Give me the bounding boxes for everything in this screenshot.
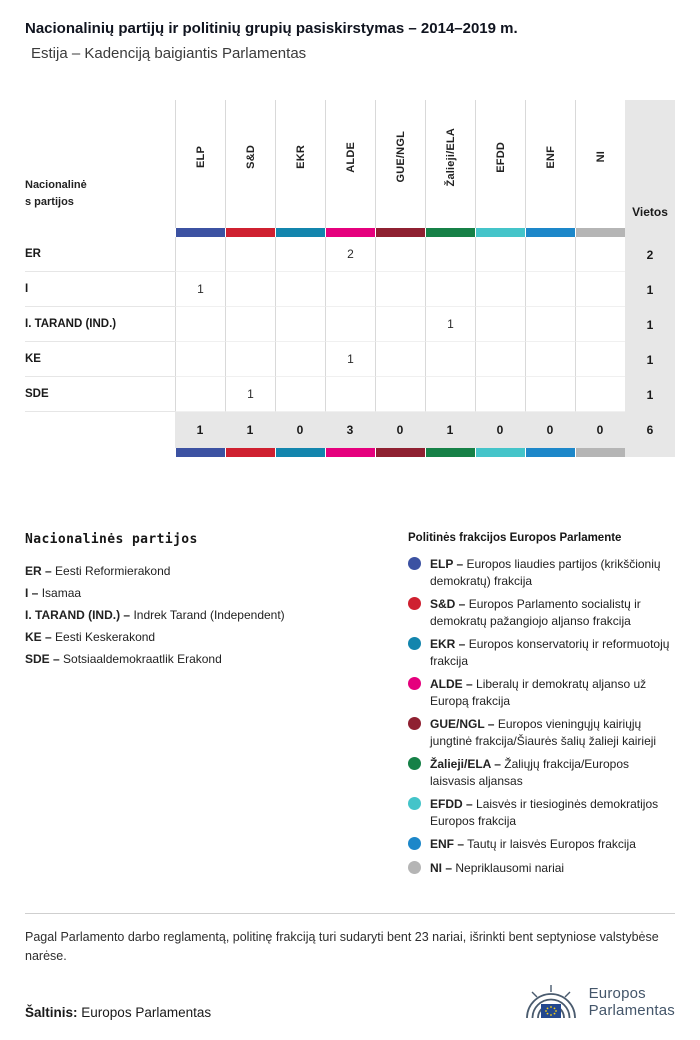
colorbar-spacer-bottom xyxy=(25,448,175,457)
colorbar-bottom-ekr xyxy=(275,448,325,457)
seat-cell-tarand-zalieji: 1 xyxy=(425,307,475,342)
seat-cell-er-zalieji xyxy=(425,237,475,272)
total-alde: 3 xyxy=(325,412,375,448)
group-legend-item-ekr: EKR – Europos konservatorių ir reformuotojų frakcija xyxy=(408,636,675,669)
parties-legend-title: Nacionalinės partijos xyxy=(25,532,198,547)
seats-total-ke: 1 xyxy=(625,342,675,377)
group-legend-item-enf: ENF – Tautų ir laisvės Europos frakcija xyxy=(408,836,675,853)
seat-cell-ke-efdd xyxy=(475,342,525,377)
total-sd: 1 xyxy=(225,412,275,448)
colorbar-bottom-ni xyxy=(575,448,625,457)
colorbar-elp xyxy=(175,228,225,237)
parties-legend xyxy=(25,532,408,883)
colorbar-spacer-top xyxy=(25,228,175,237)
party-legend-item-sde: SDE – Sotsiaaldemokraatlik Erakond xyxy=(25,652,222,666)
ep-hemicycle-icon xyxy=(522,982,580,1022)
seat-cell-sde-guengl xyxy=(375,377,425,412)
party-name-ke: KE xyxy=(25,342,175,377)
seat-cell-ke-elp xyxy=(175,342,225,377)
seat-cell-tarand-guengl xyxy=(375,307,425,342)
column-header-zalieji-ela: Žalieji/ELA xyxy=(425,100,475,228)
vietos-column-fill xyxy=(625,228,675,237)
seat-cell-er-ekr xyxy=(275,237,325,272)
seat-cell-tarand-alde xyxy=(325,307,375,342)
total-ekr: 0 xyxy=(275,412,325,448)
alde-color-dot xyxy=(408,677,421,690)
column-header-efdd: EFDD xyxy=(475,100,525,228)
colorbar-efdd xyxy=(475,228,525,237)
party-legend-item-er: ER – Eesti Reformierakond xyxy=(25,564,171,578)
group-legend-item-alde: ALDE – Liberalų ir demokratų aljanso už Europą frakcija xyxy=(408,676,675,709)
grand-total-seats: 6 xyxy=(625,412,675,448)
total-zalieji: 1 xyxy=(425,412,475,448)
seat-cell-i-sd xyxy=(225,272,275,307)
colorbar-enf xyxy=(525,228,575,237)
colorbar-sd xyxy=(225,228,275,237)
seat-cell-i-enf xyxy=(525,272,575,307)
groups-legend-title: Politinės frakcijos Europos Parlamente xyxy=(408,532,622,544)
colorbar-bottom-zalieji xyxy=(425,448,475,457)
seat-cell-ke-zalieji xyxy=(425,342,475,377)
seats-total-tarand: 1 xyxy=(625,307,675,342)
colorbar-bottom-elp xyxy=(175,448,225,457)
footer-divider xyxy=(25,913,675,914)
source-row xyxy=(25,982,675,1022)
seat-cell-er-guengl xyxy=(375,237,425,272)
seat-cell-er-enf xyxy=(525,237,575,272)
seat-cell-sde-sd: 1 xyxy=(225,377,275,412)
seat-cell-sde-alde xyxy=(325,377,375,412)
party-legend-item-ke: KE – Eesti Keskerakond xyxy=(25,630,156,644)
party-legend-item-tarand: I. TARAND (IND.) – Indrek Tarand (Independent) xyxy=(25,608,285,622)
row-header-label: Nacionalinės partijos xyxy=(25,178,87,209)
source-value: Europos Parlamentas xyxy=(81,1004,212,1020)
sd-color-dot xyxy=(408,597,421,610)
ni-color-dot xyxy=(408,861,421,874)
source-label: Šaltinis: xyxy=(25,1004,78,1020)
seat-cell-sde-zalieji xyxy=(425,377,475,412)
seat-cell-sde-elp xyxy=(175,377,225,412)
total-ni: 0 xyxy=(575,412,625,448)
colorbar-ekr xyxy=(275,228,325,237)
row-header-cell xyxy=(25,100,175,228)
total-guengl: 0 xyxy=(375,412,425,448)
ep-logo-text xyxy=(589,985,675,1019)
seat-cell-ke-ekr xyxy=(275,342,325,377)
group-legend-item-elp: ELP – Europos liaudies partijos (krikščionių demokratų) frakcija xyxy=(408,556,675,589)
total-elp: 1 xyxy=(175,412,225,448)
group-legend-item-ni: NI – Nepriklausomi nariai xyxy=(408,860,675,877)
colorbar-zalieji-ela xyxy=(425,228,475,237)
party-name-tarand: I. TARAND (IND.) xyxy=(25,307,175,342)
party-name-er: ER xyxy=(25,237,175,272)
colorbar-bottom-sd xyxy=(225,448,275,457)
seat-cell-i-ni xyxy=(575,272,625,307)
column-header-ni: NI xyxy=(575,100,625,228)
page-title: Nacionalinių partijų ir politinių grupių pasiskirstymas – 2014–2019 m. xyxy=(25,20,518,37)
efdd-color-dot xyxy=(408,797,421,810)
seat-cell-er-efdd xyxy=(475,237,525,272)
seat-cell-ke-guengl xyxy=(375,342,425,377)
column-header-elp: ELP xyxy=(175,100,225,228)
party-legend-item-i: I – Isamaa xyxy=(25,586,82,600)
footnote: Pagal Parlamento darbo reglamentą, politinę frakciją turi sudaryti bent 23 nariai, išrinkti bent septyniose valstybėse narėse. xyxy=(25,930,659,963)
seat-cell-ke-sd xyxy=(225,342,275,377)
ep-logo xyxy=(522,982,675,1022)
column-header-guengl: GUE/NGL xyxy=(375,100,425,228)
colorbar-bottom-efdd xyxy=(475,448,525,457)
colorbar-alde xyxy=(325,228,375,237)
colorbar-ni xyxy=(575,228,625,237)
zalieji-color-dot xyxy=(408,757,421,770)
column-header-sd: S&D xyxy=(225,100,275,228)
column-header-vietos: Vietos xyxy=(625,100,675,228)
seats-total-er: 2 xyxy=(625,237,675,272)
seat-cell-tarand-enf xyxy=(525,307,575,342)
seats-total-sde: 1 xyxy=(625,377,675,412)
group-legend-item-zalieji: Žalieji/ELA – Žaliųjų frakcija/Europos laisvasis aljansas xyxy=(408,756,675,789)
party-name-sde: SDE xyxy=(25,377,175,412)
seat-cell-tarand-ekr xyxy=(275,307,325,342)
vietos-column-fill-bottom xyxy=(625,448,675,457)
seat-cell-i-efdd xyxy=(475,272,525,307)
colorbar-bottom-guengl xyxy=(375,448,425,457)
legends xyxy=(25,532,675,883)
column-header-enf: ENF xyxy=(525,100,575,228)
seat-cell-sde-enf xyxy=(525,377,575,412)
ep-logo-text-line1: Europos xyxy=(588,985,646,1002)
groups-legend xyxy=(408,532,675,883)
elp-color-dot xyxy=(408,557,421,570)
seat-cell-i-alde xyxy=(325,272,375,307)
colorbar-guengl xyxy=(375,228,425,237)
enf-color-dot xyxy=(408,837,421,850)
seat-cell-ke-enf xyxy=(525,342,575,377)
group-legend-item-efdd: EFDD – Laisvės ir tiesioginės demokratijos Europos frakcija xyxy=(408,796,675,829)
source xyxy=(25,985,211,1020)
seat-cell-tarand-elp xyxy=(175,307,225,342)
seats-table xyxy=(25,100,675,457)
column-header-alde: ALDE xyxy=(325,100,375,228)
seat-cell-i-zalieji xyxy=(425,272,475,307)
totals-spacer xyxy=(25,412,175,448)
total-efdd: 0 xyxy=(475,412,525,448)
seats-total-i: 1 xyxy=(625,272,675,307)
guengl-color-dot xyxy=(408,717,421,730)
ekr-color-dot xyxy=(408,637,421,650)
seat-cell-ke-ni xyxy=(575,342,625,377)
seat-cell-er-ni xyxy=(575,237,625,272)
party-name-i: I xyxy=(25,272,175,307)
group-legend-item-sd: S&D – Europos Parlamento socialistų ir demokratų pažangiojo aljanso frakcija xyxy=(408,596,675,629)
seat-cell-tarand-efdd xyxy=(475,307,525,342)
seat-cell-er-sd xyxy=(225,237,275,272)
colorbar-bottom-enf xyxy=(525,448,575,457)
seat-cell-sde-ekr xyxy=(275,377,325,412)
seat-cell-er-alde: 2 xyxy=(325,237,375,272)
seat-cell-i-elp: 1 xyxy=(175,272,225,307)
seat-cell-i-ekr xyxy=(275,272,325,307)
column-header-ekr: EKR xyxy=(275,100,325,228)
seat-cell-i-guengl xyxy=(375,272,425,307)
seat-cell-tarand-ni xyxy=(575,307,625,342)
group-legend-item-guengl: GUE/NGL – Europos vieningųjų kairiųjų jungtinė frakcija/Šiaurės šalių žalieji kairieji xyxy=(408,716,675,749)
page-subtitle: Estija – Kadenciją baigiantis Parlamentas xyxy=(31,45,307,62)
ep-logo-text-line2: Parlamentas xyxy=(588,1002,675,1019)
colorbar-bottom-alde xyxy=(325,448,375,457)
seat-cell-tarand-sd xyxy=(225,307,275,342)
total-enf: 0 xyxy=(525,412,575,448)
seat-cell-er-elp xyxy=(175,237,225,272)
seat-cell-ke-alde: 1 xyxy=(325,342,375,377)
seat-cell-sde-efdd xyxy=(475,377,525,412)
seat-cell-sde-ni xyxy=(575,377,625,412)
